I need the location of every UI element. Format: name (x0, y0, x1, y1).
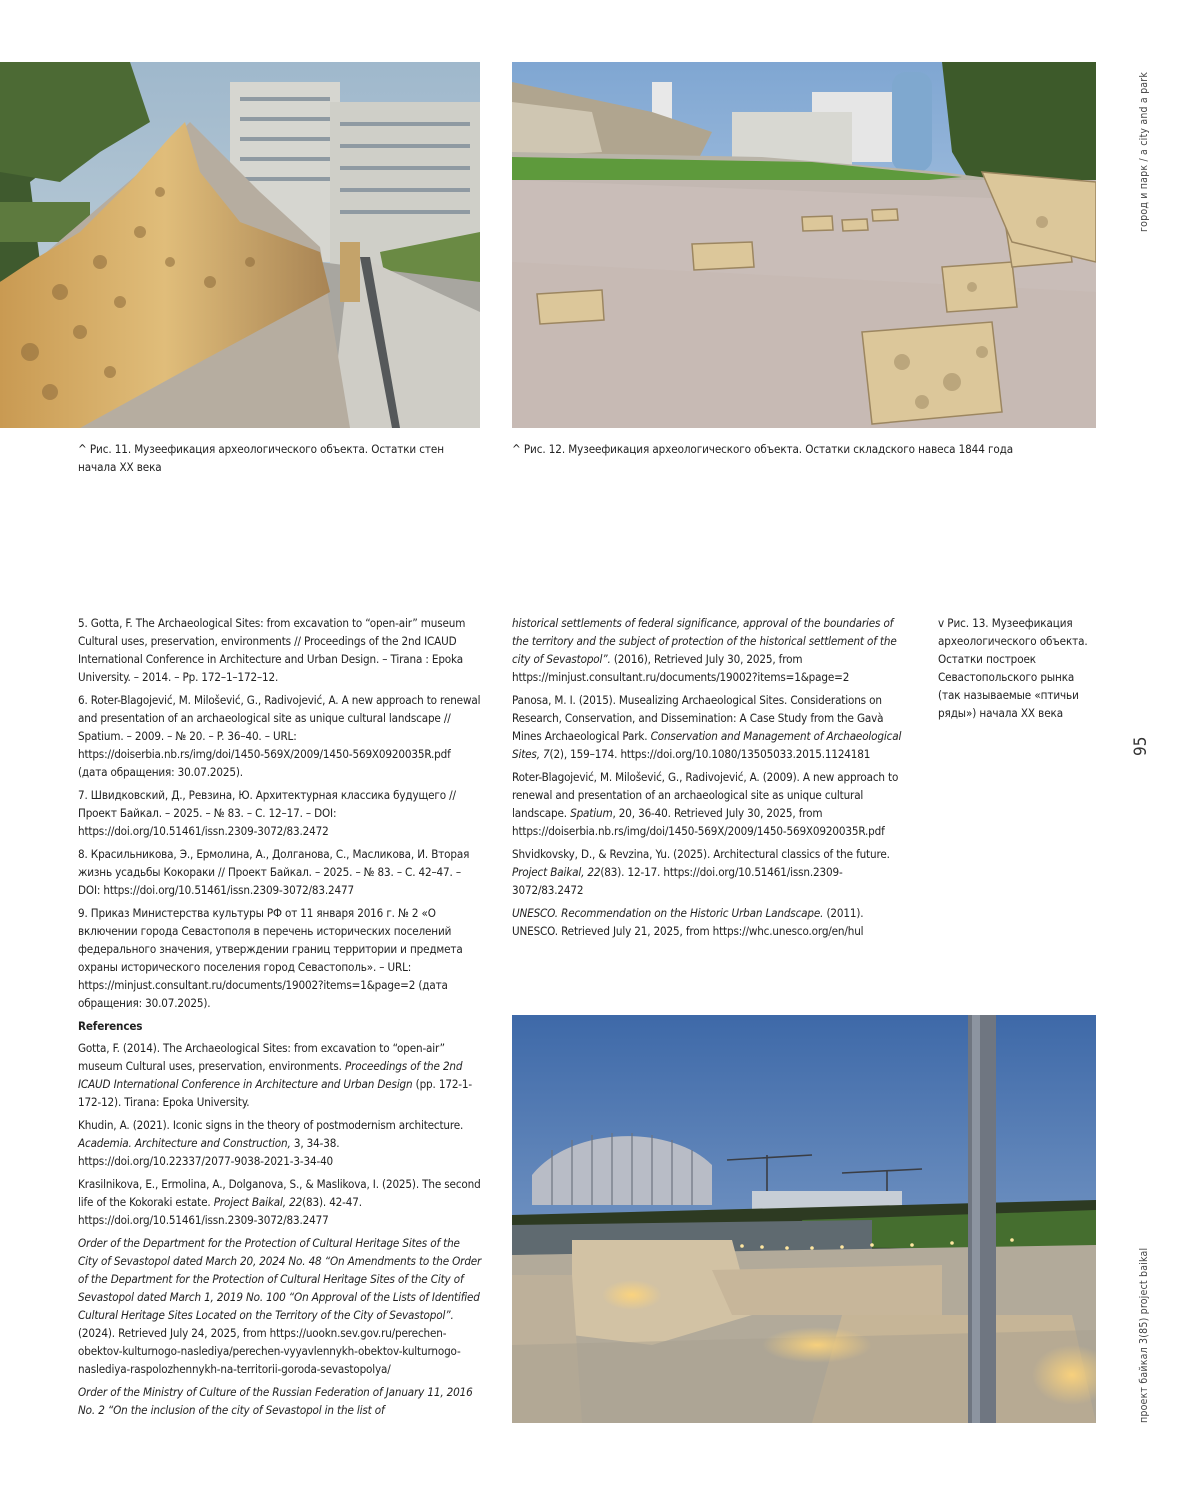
reference-5: 5. Gotta, F. The Archaeological Sites: from excavation to “open-air” museum Cultural uses, preservation, environments // Proceedings of the 2nd ICAUD International Conference in Architecture and Urban Design. – Tirana : Epoka University. – 2014. – Pp. 172–1–172–12. (78, 616, 466, 684)
reference-en-roter: Roter-Blagojević, M. Milošević, G., Radivojević, A. (2009). A new approach to renewal and presentation of an archaeological site as unique cultural landscape. Spatium, 20, 36-40. Retrieved July 30, 2025, from https://doiserbia.nb.rs/img/doi/1450-569X/2009/1450-569X0920035R.pdf (512, 770, 899, 838)
figure-13-caption: v Рис. 13. Музеефикация археологического объекта. Остатки построек Севастопольского рынка (так называемые «птичьи ряды») начала XX века (938, 616, 1088, 720)
reference-8: 8. Красильникова, Э., Ермолина, А., Долганова, С., Масликова, И. Вторая жизнь усадьбы Кокораки // Проект Байкал. – 2025. – № 83. – С. 42–47. – DOI: https://doi.org/10.51461/issn.2309-3072/83.2477 (78, 847, 470, 897)
reference-7: 7. Швидковский, Д., Ревзина, Ю. Архитектурная классика будущего // Проект Байкал. – 2025. – № 83. – С. 12–17. – DOI: https://doi.org/10.51461/issn.2309-3072/83.2472 (78, 788, 456, 838)
reference-en-order-ministry: Order of the Ministry of Culture of the Russian Federation of January 11, 2016 No. 2 “On the inclusion of the city of Sevastopol in the list of (78, 1385, 473, 1417)
reference-en-panosa: Panosa, M. I. (2015). Musealizing Archaeological Sites. Considerations on Research, Conservation, and Dissemination: A Case Study from the Gavà Mines Archaeological Park. Conservation and Management of Archaeological Sites, 7(2), 159–174. https://doi.org/10.1080/13505033.2015.1124181 (512, 693, 902, 761)
reference-en-order-department: Order of the Department for the Protection of Cultural Heritage Sites of the City of Sevastopol dated March 20, 2024 No. 48 “On Amendments to the Order of the Department for the Protection of Cultural Heritage Sites of the City of Sevastopol dated March 1, 2019 No. 100 “On Approval of the Lists of Identified Cultural Heritage Sites Located on the Territory of the City of Sevastopol”. (2024). Retrieved July 24, 2025, from https://uookn.sev.gov.ru/perechen-obektov-kulturnogo-naslediya/perechen-vyyavlennykh-obektov-kulturnogo-naslediya-raspolozhennykh-na-territorii-goroda-sevastopolya/ (78, 1236, 482, 1376)
reference-en-krasilnikova: Krasilnikova, E., Ermolina, A., Dolganova, S., & Maslikova, I. (2025). The second life of the Kokoraki estate. Project Baikal, 22(83). 42-47. https://doi.org/10.51461/issn.2309-3072/83.2477 (78, 1177, 481, 1227)
middle-text-column (512, 614, 904, 945)
reference-en-khudin: Khudin, A. (2021). Iconic signs in the theory of postmodernism architecture. Academia. Architecture and Construction, 3, 34-38. https://doi.org/10.22337/2077-9038-2021-3-34-40 (78, 1118, 464, 1168)
references-heading: References (78, 1019, 143, 1033)
reference-6: 6. Roter-Blagojević, M. Milošević, G., Radivojević, A. A new approach to renewal and presentation of an archaeological site as unique cultural landscape // Spatium. – 2009. – № 20. – P. 36–40. – URL: https://doiserbia.nb.rs/img/doi/1450-569X/2009/1450-569X0920035R.pdf (дата обращения: 30.07.2025). (78, 693, 481, 779)
left-text-column (78, 614, 482, 1424)
figure-13-photo (512, 1015, 1096, 1423)
reference-en-order-ministry-cont: historical settlements of federal significance, approval of the boundaries of the territory and the subject of protection of the historical settlement of the city of Sevastopol”. (2016), Retrieved July 30, 2025, from https://minjust.consultant.ru/documents/19002?items=1&page=2 (512, 616, 897, 684)
reference-9: 9. Приказ Министерства культуры РФ от 11 января 2016 г. № 2 «О включении города Севастополя в перечень исторических поселений федерального значения, утверждении границ территории и предмета охраны исторического поселения город Севастополь». – URL: https://minjust.consultant.ru/documents/19002?items=1&page=2 (дата обращения: 30.07.2025). (78, 906, 463, 1010)
reference-en-shvidkovsky: Shvidkovsky, D., & Revzina, Yu. (2025). Architectural classics of the future. Project Baikal, 22(83). 12-17. https://doi.org/10.51461/issn.2309-3072/83.2472 (512, 847, 890, 897)
figure-12-caption: ^ Рис. 12. Музеефикация археологического объекта. Остатки складского навеса 1844 года (512, 442, 1014, 456)
figure-11-caption: ^ Рис. 11. Музеефикация археологического объекта. Остатки стен начала XX века (78, 442, 444, 474)
reference-en-gotta: Gotta, F. (2014). The Archaeological Sites: from excavation to “open-air” museum Cultural uses, preservation, environments. Proceedings of the 2nd ICAUD International Conference in Architecture and Urban Design (pp. 172-1-172-12). Tirana: Epoka University. (78, 1041, 473, 1109)
figure-12-photo (512, 62, 1096, 428)
figure-11-photo (0, 62, 480, 428)
journal-label: проект байкал 3(85) project baikal (1138, 1247, 1150, 1423)
page-number: 95 (1131, 736, 1151, 756)
reference-en-unesco: UNESCO. Recommendation on the Historic Urban Landscape. (2011). UNESCO. Retrieved July 21, 2025, from https://whc.unesco.org/en/hul (512, 906, 864, 938)
section-label: город и парк / a city and a park (1138, 71, 1150, 232)
